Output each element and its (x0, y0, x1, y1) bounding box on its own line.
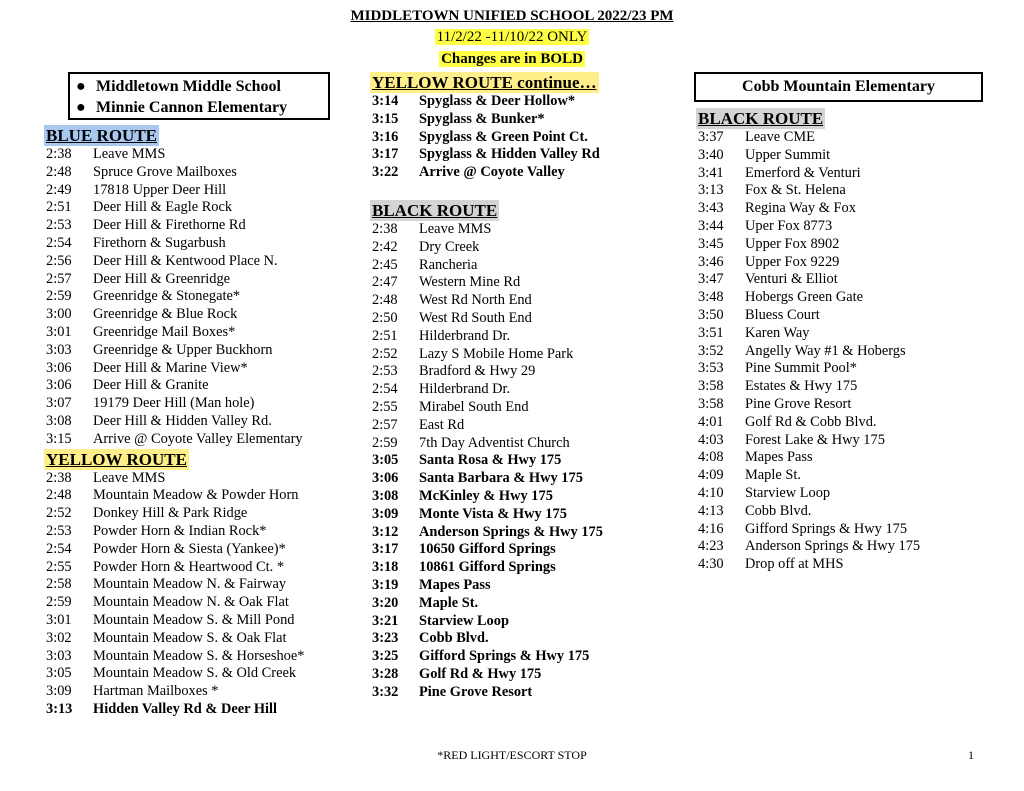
route-title: YELLOW ROUTE (46, 449, 187, 469)
stop-time: 2:48 (372, 292, 398, 309)
stop-time: 3:19 (372, 576, 399, 593)
stop-time: 3:03 (46, 341, 72, 358)
stop-name: Dry Creek (419, 238, 480, 255)
stop-row (698, 200, 998, 218)
stop-row (46, 470, 356, 488)
stop-time: 2:38 (372, 220, 398, 237)
stop-row (46, 665, 356, 683)
stop-row (372, 363, 682, 381)
stop-row (372, 541, 682, 559)
stop-time: 3:15 (372, 110, 399, 127)
stop-time: 3:43 (698, 200, 724, 217)
stop-name: Leave MMS (93, 146, 166, 162)
stop-time: 2:58 (46, 576, 72, 593)
stop-name: Western Mine Rd (419, 274, 521, 291)
stop-row (372, 257, 682, 275)
stop-time: 2:55 (372, 398, 398, 415)
stop-row (46, 701, 356, 719)
stop-name: Drop off at MHS (745, 556, 844, 573)
stop-time: 3:01 (46, 611, 72, 628)
stop-time: 4:23 (698, 538, 724, 555)
stop-name: West Rd South End (419, 309, 532, 326)
stop-time: 3:08 (46, 412, 72, 429)
stop-row (46, 271, 356, 289)
stop-time: 3:01 (46, 323, 72, 340)
stop-row (46, 541, 356, 559)
page-number: 1 (968, 748, 974, 762)
stop-time: 2:53 (46, 522, 72, 539)
stop-row (698, 467, 998, 485)
stop-time: 3:50 (698, 306, 724, 323)
stop-name: Forest Lake & Hwy 175 (745, 431, 885, 448)
stop-row (46, 487, 356, 505)
stop-row (372, 93, 682, 111)
stop-name: Hilderbrand Dr. (419, 381, 511, 398)
stop-time: 3:13 (698, 182, 724, 199)
stop-name: Deer Hill & Eagle Rock (93, 199, 233, 216)
document-title: MIDDLETOWN UNIFIED SCHOOL 2022/23 PM (350, 8, 674, 24)
stop-time: 3:37 (698, 129, 724, 145)
stop-name: Rancheria (419, 256, 478, 273)
stop-time: 2:57 (46, 270, 72, 287)
stop-row (46, 217, 356, 235)
stop-time: 3:40 (698, 146, 724, 163)
stop-time: 3:15 (46, 430, 72, 447)
stop-time: 2:45 (372, 256, 398, 273)
stop-time: 2:59 (46, 594, 72, 611)
stop-name: Mountain Meadow S. & Mill Pond (93, 611, 295, 628)
stop-row (372, 577, 682, 595)
stop-time: 3:13 (46, 700, 73, 717)
stop-name: Deer Hill & Greenridge (93, 270, 231, 287)
stop-time: 2:51 (372, 327, 398, 344)
stop-row (372, 488, 682, 506)
stop-row (698, 236, 998, 254)
stop-name: Karen Way (745, 324, 810, 341)
stop-time: 2:50 (372, 309, 398, 326)
stop-time: 3:25 (372, 648, 399, 665)
stop-row (698, 271, 998, 289)
stop-row (372, 239, 682, 257)
stop-name: Greenridge & Upper Buckhorn (93, 341, 273, 358)
stop-time: 2:53 (46, 217, 72, 234)
stop-row (372, 435, 682, 453)
stop-name: Upper Fox 9229 (745, 253, 840, 270)
stop-name: Firethorn & Sugarbush (93, 234, 226, 251)
stop-name: 10650 Gifford Springs (419, 541, 556, 558)
stop-name: Starview Loop (745, 484, 831, 501)
stop-time: 3:06 (46, 359, 72, 376)
stop-time: 2:47 (372, 274, 398, 291)
stop-time: 3:44 (698, 217, 724, 234)
date-range: 11/2/22 -11/10/22 ONLY (436, 29, 588, 45)
stop-name: Mountain Meadow & Powder Horn (93, 487, 299, 504)
stop-row (372, 452, 682, 470)
stop-name: Pine Grove Resort (419, 683, 533, 700)
stop-name: Mapes Pass (419, 576, 491, 593)
stop-name: 10861 Gifford Springs (419, 559, 556, 576)
stop-time: 3:48 (698, 289, 724, 306)
stop-time: 3:17 (372, 541, 399, 558)
stop-name: Starview Loop (419, 612, 509, 629)
stop-time: 3:07 (46, 395, 72, 412)
stop-row (46, 648, 356, 666)
stop-name: Upper Summit (745, 146, 831, 163)
stop-time: 3:47 (698, 271, 724, 288)
stop-row (372, 684, 682, 702)
stop-name: Arrive @ Coyote Valley (419, 164, 565, 181)
stop-row (372, 274, 682, 292)
stop-row (698, 360, 998, 378)
stop-name: Santa Barbara & Hwy 175 (419, 470, 583, 487)
stop-time: 3:06 (46, 377, 72, 394)
stop-row (372, 221, 682, 239)
stop-time: 3:53 (698, 360, 724, 377)
stop-time: 2:42 (372, 238, 398, 255)
stop-time: 4:01 (698, 413, 724, 430)
stop-row (46, 612, 356, 630)
stop-row (698, 165, 998, 183)
stop-name: Mapes Pass (745, 449, 813, 466)
stop-name: Venturi & Elliot (745, 271, 838, 288)
route-title: BLACK ROUTE (698, 109, 824, 128)
stop-row (46, 576, 356, 594)
bullet-icon: ● (76, 99, 86, 116)
stop-name: Angelly Way #1 & Hobergs (745, 342, 906, 359)
stop-list (372, 93, 682, 182)
stop-time: 3:05 (46, 665, 72, 682)
stop-time: 3:18 (372, 559, 399, 576)
stop-time: 3:28 (372, 665, 399, 682)
stop-name: Mountain Meadow N. & Fairway (93, 576, 287, 593)
stop-name: Bluess Court (745, 306, 820, 323)
stop-time: 2:55 (46, 558, 72, 575)
stop-name: Spyglass & Bunker* (419, 110, 545, 127)
changes-note: Changes are in BOLD (441, 51, 583, 67)
stop-time: 3:22 (372, 164, 399, 181)
stop-row (46, 505, 356, 523)
stop-name: 7th Day Adventist Church (419, 434, 570, 451)
stop-name: Spyglass & Green Point Ct. (419, 128, 588, 145)
stop-row (372, 381, 682, 399)
route-yellow-continued (372, 72, 682, 182)
stop-name: Powder Horn & Siesta (Yankee)* (93, 540, 286, 557)
stop-time: 2:59 (372, 434, 398, 451)
stop-row (698, 289, 998, 307)
stop-time: 2:48 (46, 163, 72, 180)
stop-time: 2:51 (46, 199, 72, 216)
stop-row (46, 324, 356, 342)
stop-name: Fox & St. Helena (745, 182, 846, 199)
stop-name: Cobb Blvd. (419, 630, 489, 647)
stop-name: Powder Horn & Indian Rock* (93, 522, 267, 539)
stop-time: 2:49 (46, 181, 72, 198)
stop-name: Deer Hill & Marine View* (93, 359, 248, 376)
stop-row (698, 503, 998, 521)
stop-row (46, 594, 356, 612)
stop-time: 3:41 (698, 164, 724, 181)
stop-name: Golf Rd & Hwy 175 (419, 665, 542, 682)
stop-time: 4:08 (698, 449, 724, 466)
stop-name: Golf Rd & Cobb Blvd. (745, 413, 877, 430)
stop-time: 4:10 (698, 484, 724, 501)
stop-name: Cobb Blvd. (745, 502, 812, 519)
route-title: BLACK ROUTE (372, 200, 498, 220)
stop-row (372, 399, 682, 417)
stop-row (46, 342, 356, 360)
stop-time: 3:17 (372, 146, 399, 163)
stop-name: Arrive @ Coyote Valley Elementary (93, 430, 303, 447)
stop-name: Mirabel South End (419, 398, 529, 415)
stop-row (46, 182, 356, 200)
stop-name: Deer Hill & Kentwood Place N. (93, 252, 278, 269)
stop-row (372, 111, 682, 129)
stop-row (372, 559, 682, 577)
stop-time: 3:23 (372, 630, 399, 647)
stop-row (372, 470, 682, 488)
stop-row (372, 310, 682, 328)
stop-name: Santa Rosa & Hwy 175 (419, 452, 562, 469)
stop-name: Spyglass & Deer Hollow* (419, 93, 576, 109)
stop-time: 2:57 (372, 416, 398, 433)
school-list-item: ● Minnie Cannon Elementary (76, 99, 288, 116)
stop-name: Bradford & Hwy 29 (419, 363, 536, 380)
stop-time: 4:09 (698, 467, 724, 484)
stop-name: McKinley & Hwy 175 (419, 487, 553, 504)
stop-time: 3:09 (372, 505, 399, 522)
column-left (46, 72, 356, 719)
stop-row (46, 630, 356, 648)
stop-list (372, 221, 682, 702)
stop-row (46, 395, 356, 413)
stop-name: Anderson Springs & Hwy 175 (745, 538, 921, 555)
stop-name: Anderson Springs & Hwy 175 (419, 523, 603, 540)
bullet-icon: ● (76, 78, 86, 95)
stop-time: 2:48 (46, 487, 72, 504)
stop-row (372, 328, 682, 346)
stop-name: Hobergs Green Gate (745, 289, 864, 306)
stop-name: Maple St. (419, 594, 479, 611)
stop-name: Lazy S Mobile Home Park (419, 345, 574, 362)
stop-row (372, 524, 682, 542)
stop-time: 3:03 (46, 647, 72, 664)
stop-row (372, 666, 682, 684)
stop-name: Pine Summit Pool* (745, 360, 857, 377)
stop-time: 2:56 (46, 252, 72, 269)
stop-row (698, 521, 998, 539)
stop-row (698, 182, 998, 200)
stop-row (698, 556, 998, 574)
stop-name: Mountain Meadow S. & Horseshoe* (93, 647, 305, 664)
stop-row (698, 414, 998, 432)
route-yellow (46, 449, 356, 719)
stop-row (46, 523, 356, 541)
stop-name: Donkey Hill & Park Ridge (93, 505, 248, 522)
stop-name: Emerford & Venturi (745, 164, 861, 181)
stop-row (698, 449, 998, 467)
stop-row (372, 129, 682, 147)
stop-time: 3:16 (372, 128, 399, 145)
stop-time: 2:52 (372, 345, 398, 362)
stop-time: 2:53 (372, 363, 398, 380)
stop-time: 3:05 (372, 452, 399, 469)
stop-row (698, 307, 998, 325)
stop-row (46, 306, 356, 324)
stop-time: 3:46 (698, 253, 724, 270)
stop-name: Hartman Mailboxes * (93, 683, 219, 700)
stop-name: Upper Fox 8902 (745, 235, 840, 252)
stop-row (46, 413, 356, 431)
stop-name: Leave MMS (419, 220, 492, 237)
stop-row (372, 613, 682, 631)
stop-name: West Rd North End (419, 292, 532, 309)
stop-name: Greenridge & Blue Rock (93, 306, 238, 323)
stop-row (372, 346, 682, 364)
stop-time: 3:58 (698, 395, 724, 412)
stop-row (372, 417, 682, 435)
stop-name: Regina Way & Fox (745, 200, 856, 217)
stop-name: Maple St. (745, 467, 801, 484)
stop-row (372, 506, 682, 524)
route-black (372, 200, 682, 702)
stop-row (698, 129, 998, 147)
stop-time: 3:06 (372, 470, 399, 487)
stop-time: 3:12 (372, 523, 399, 540)
stop-name: Monte Vista & Hwy 175 (419, 505, 567, 522)
school-box-cobb-mountain: Cobb Mountain Elementary (694, 72, 983, 102)
stop-name: Estates & Hwy 175 (745, 378, 858, 395)
stop-row (698, 218, 998, 236)
stop-time: 3:08 (372, 487, 399, 504)
school-list-item: ● Middletown Middle School (76, 78, 281, 95)
stop-name: Leave CME (745, 129, 815, 145)
stop-row (372, 292, 682, 310)
stop-time: 4:16 (698, 520, 724, 537)
stop-time: 2:52 (46, 505, 72, 522)
stop-name: Gifford Springs & Hwy 175 (419, 648, 590, 665)
stop-row (372, 146, 682, 164)
stop-name: Greenridge Mail Boxes* (93, 323, 236, 340)
stop-time: 2:38 (46, 469, 72, 486)
stop-name: Mountain Meadow S. & Old Creek (93, 665, 297, 682)
stop-row (46, 253, 356, 271)
stop-time: 2:54 (372, 381, 398, 398)
stop-row (698, 538, 998, 556)
stop-row (46, 288, 356, 306)
stop-name: 19179 Deer Hill (Man hole) (93, 395, 255, 412)
stop-name: Hilderbrand Dr. (419, 327, 511, 344)
stop-list (46, 470, 356, 719)
stop-name: Mountain Meadow S. & Oak Flat (93, 629, 287, 646)
route-black-cme (698, 108, 998, 574)
stop-time: 3:21 (372, 612, 399, 629)
stop-list (698, 129, 998, 574)
stop-time: 3:00 (46, 306, 72, 323)
stop-name: Uper Fox 8773 (745, 217, 833, 234)
stop-time: 3:51 (698, 324, 724, 341)
stop-row (372, 595, 682, 613)
stop-time: 3:09 (46, 683, 72, 700)
route-blue (46, 125, 356, 449)
route-title: BLUE ROUTE (46, 126, 157, 145)
stop-time: 2:54 (46, 540, 72, 557)
stop-row (46, 377, 356, 395)
stop-time: 3:45 (698, 235, 724, 252)
stop-row (46, 199, 356, 217)
stop-time: 3:20 (372, 594, 399, 611)
stop-row (46, 360, 356, 378)
stop-row (46, 146, 356, 164)
stop-row (46, 431, 356, 449)
stop-name: 17818 Upper Deer Hill (93, 181, 227, 198)
stop-row (372, 648, 682, 666)
stop-row (46, 235, 356, 253)
stop-list (46, 146, 356, 449)
stop-time: 4:03 (698, 431, 724, 448)
stop-time: 2:59 (46, 288, 72, 305)
stop-name: Mountain Meadow N. & Oak Flat (93, 594, 289, 611)
stop-time: 4:13 (698, 502, 724, 519)
stop-name: Deer Hill & Firethorne Rd (93, 217, 246, 234)
footer-note: *RED LIGHT/ESCORT STOP (437, 748, 587, 762)
stop-name: Greenridge & Stonegate* (93, 288, 241, 305)
stop-time: 3:58 (698, 378, 724, 395)
stop-row (372, 630, 682, 648)
stop-name: East Rd (419, 416, 465, 433)
stop-row (698, 147, 998, 165)
stop-row (698, 432, 998, 450)
stop-name: Leave MMS (93, 469, 166, 486)
stop-row (698, 378, 998, 396)
stop-name: Hidden Valley Rd & Deer Hill (93, 700, 278, 717)
stop-time: 3:02 (46, 629, 72, 646)
stop-row (698, 396, 998, 414)
stop-name: Spruce Grove Mailboxes (93, 163, 237, 180)
stop-row (46, 559, 356, 577)
stop-name: Deer Hill & Granite (93, 377, 209, 394)
stop-time: 3:52 (698, 342, 724, 359)
stop-row (372, 164, 682, 182)
column-right (698, 72, 998, 574)
stop-name: Gifford Springs & Hwy 175 (745, 520, 908, 537)
stop-time: 2:38 (46, 146, 72, 162)
stop-row (46, 164, 356, 182)
stop-row (698, 254, 998, 272)
column-middle (372, 72, 682, 702)
stop-time: 2:54 (46, 234, 72, 251)
stop-time: 3:32 (372, 683, 399, 700)
stop-name: Powder Horn & Heartwood Ct. * (93, 558, 285, 575)
stop-name: Pine Grove Resort (745, 395, 852, 412)
route-title: YELLOW ROUTE continue… (372, 73, 597, 92)
stop-time: 4:30 (698, 556, 724, 573)
stop-row (698, 343, 998, 361)
stop-time: 3:14 (372, 93, 399, 109)
stop-row (698, 485, 998, 503)
stop-row (46, 683, 356, 701)
stop-name: Spyglass & Hidden Valley Rd (419, 146, 600, 163)
stop-row (698, 325, 998, 343)
stop-name: Deer Hill & Hidden Valley Rd. (93, 412, 272, 429)
